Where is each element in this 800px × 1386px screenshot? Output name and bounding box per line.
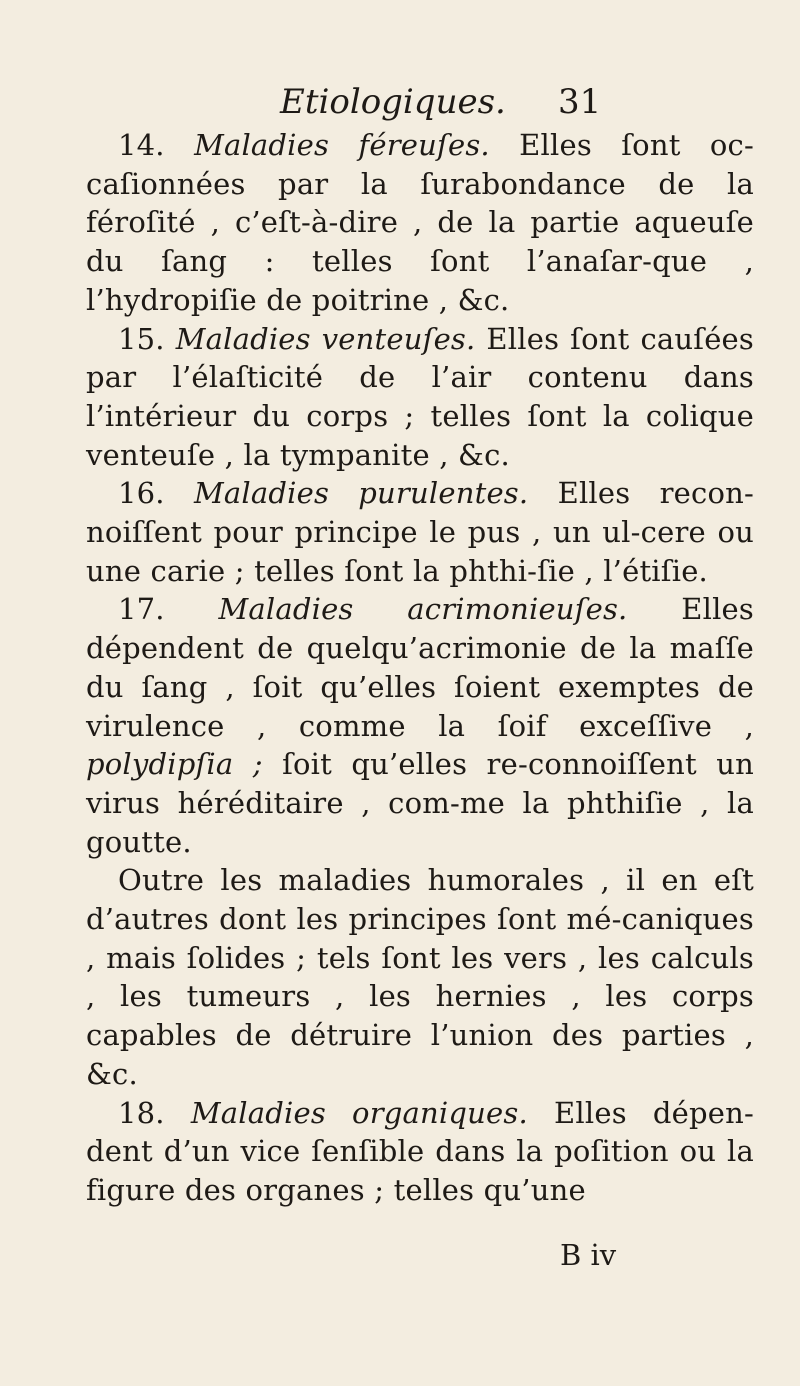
paragraph-text: Elles dépendent de quelqu’acrimonie de la maſſe du ſang , ſoit qu’elles ſoient exemptes de virulence , comme la ſoif exceſſive , — [86, 592, 754, 743]
section-heading: Maladies organiques. — [190, 1095, 528, 1130]
paragraph-text: Elles recon-noiſſent pour principe le pus , un ul-cere ou une carie ; telles ſont la phthi-ſie , l’étiſie. — [86, 476, 755, 588]
paragraph-14 — [86, 126, 754, 320]
section-number: 17. — [118, 592, 165, 627]
paragraph-17 — [86, 590, 754, 861]
paragraph-text: Outre les maladies humorales , il en eſt d’autres dont les principes ſont mé-caniques , mais ſolides ; tels ſont les vers , les calculs , les tumeurs , les hernies , les corps capables de détruire l’union des parties , &c. — [86, 863, 754, 1091]
page-number: 31 — [558, 82, 602, 122]
section-number: 14. — [118, 128, 165, 162]
section-heading: Maladies acrimonieuſes. — [218, 592, 628, 627]
paragraph-text: Elles ſont cauſées par l’élaſticité de l’air contenu dans l’intérieur du corps ; telles ſont la colique venteuſe , la tympanite , &c. — [86, 321, 755, 472]
paragraph-18 — [86, 1094, 754, 1210]
section-number: 18. — [118, 1095, 165, 1130]
signature-mark: B iv — [560, 1238, 617, 1272]
section-heading: Maladies féreuſes. — [194, 128, 490, 162]
paragraph-humorales — [86, 861, 754, 1093]
paragraph-text: Elles ſont oc-caſionnées par la ſurabondance de la féroſité , c’eſt-à-dire , de la partie aqueuſe du ſang : telles ſont l’anaſar-que , l’hydropiſie de poitrine , &c. — [86, 128, 754, 317]
latin-term: polydipſia ; — [86, 747, 263, 782]
body-text — [86, 126, 754, 1210]
section-heading: Maladies venteuſes. — [175, 321, 476, 356]
section-number: 16. — [118, 476, 165, 511]
paragraph-16 — [86, 474, 754, 590]
section-heading: Maladies purulentes. — [194, 476, 529, 511]
running-head — [280, 82, 640, 132]
running-title: Etiologiques. — [280, 82, 506, 122]
paragraph-text: Elles dépen-dent d’un vice ſenſible dans la poſition ou la figure des organes ; telles qu’une — [86, 1095, 755, 1207]
paragraph-text: ſoit qu’elles re-connoiſſent un virus héréditaire , com-me la phthiſie , la goutte. — [86, 747, 755, 859]
paragraph-15 — [86, 320, 754, 475]
section-number: 15. — [118, 321, 165, 356]
